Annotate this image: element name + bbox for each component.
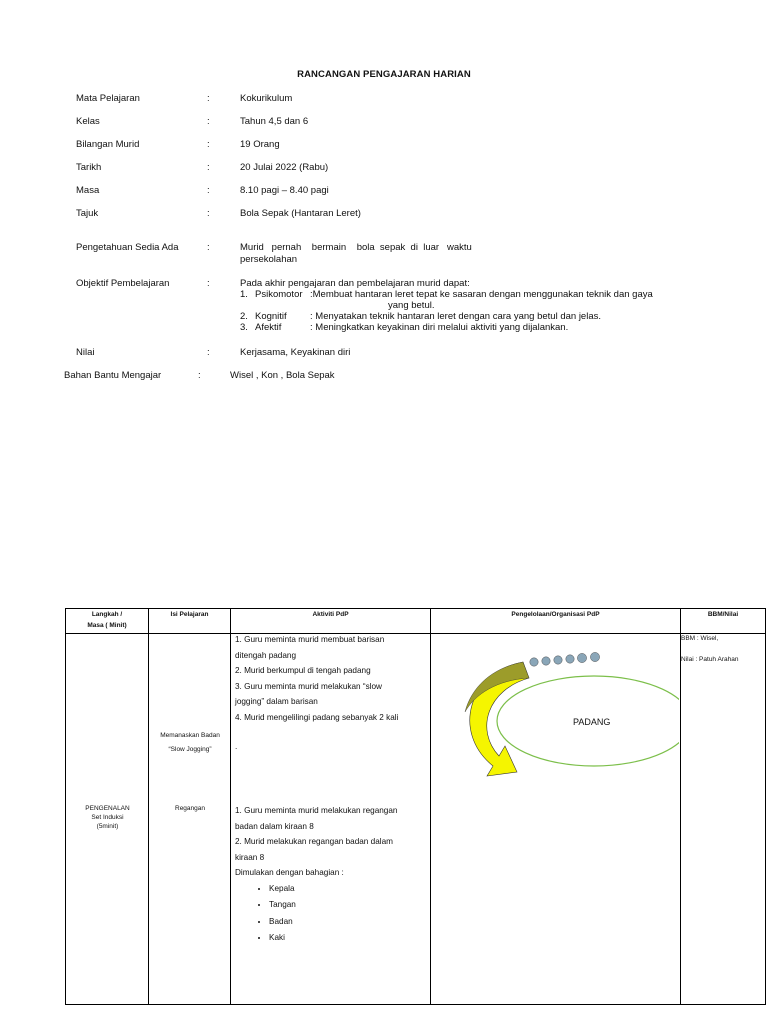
info-value bbox=[240, 242, 690, 266]
objektif-name: Afektif bbox=[255, 322, 282, 333]
cell-aktiviti bbox=[231, 634, 431, 1005]
info-colon: : bbox=[207, 242, 210, 253]
student-icon bbox=[577, 653, 586, 662]
aktiviti-list-1 bbox=[235, 632, 431, 725]
info-value: Kerjasama, Keyakinan diri bbox=[240, 347, 351, 358]
info-value: Kokurikulum bbox=[240, 93, 293, 104]
info-value: Wisel , Kon , Bola Sepak bbox=[230, 370, 335, 381]
info-label: Masa bbox=[76, 185, 100, 196]
isi-line: Memanaskan Badan bbox=[160, 732, 220, 739]
info-label: Kelas bbox=[76, 116, 100, 127]
objektif-block bbox=[240, 278, 690, 333]
aktiviti-line: ditengah padang bbox=[235, 650, 297, 660]
isi-memanaskan bbox=[149, 729, 231, 757]
objektif-item bbox=[240, 311, 690, 322]
header-isi: Isi Pelajaran bbox=[149, 609, 231, 634]
objektif-item bbox=[240, 289, 690, 311]
table-header-row bbox=[66, 609, 766, 634]
info-label: Tajuk bbox=[76, 208, 99, 219]
langkah-line: (5minit) bbox=[96, 823, 119, 830]
langkah-line: Set Induksi bbox=[91, 814, 124, 821]
info-value: 19 Orang bbox=[240, 139, 280, 150]
info-label: Pengetahuan Sedia Ada bbox=[76, 242, 179, 253]
info-colon: : bbox=[207, 347, 210, 358]
objektif-name: Kognitif bbox=[255, 311, 287, 322]
info-colon: : bbox=[207, 93, 210, 104]
pengetahuan-line-1: Murid pernah bermain bola sepak di luar waktu bbox=[240, 242, 472, 253]
header-pengelolaan: Pengelolaan/Organisasi PdP bbox=[431, 609, 681, 634]
objektif-num: 1. bbox=[240, 289, 248, 300]
info-value: 20 Julai 2022 (Rabu) bbox=[240, 162, 329, 173]
aktiviti-line: 1. Guru meminta murid melakukan regangan bbox=[235, 806, 398, 815]
padang-label: PADANG bbox=[573, 717, 611, 727]
info-colon: : bbox=[207, 116, 210, 127]
header-masa-line: Masa ( Minit) bbox=[87, 622, 127, 629]
info-value: Bola Sepak (Hantaran Leret) bbox=[240, 208, 361, 219]
isi-line: “Slow Jogging” bbox=[168, 746, 212, 753]
info-value: Tahun 4,5 dan 6 bbox=[240, 116, 309, 127]
objektif-num: 3. bbox=[240, 322, 248, 333]
info-colon: : bbox=[207, 185, 210, 196]
langkah-text bbox=[66, 804, 149, 831]
info-colon: : bbox=[207, 208, 210, 219]
objektif-item bbox=[240, 322, 690, 333]
info-label: Bahan Bantu Mengajar bbox=[64, 370, 162, 381]
info-label: Objektif Pembelajaran bbox=[76, 278, 170, 289]
list-item: • Badan bbox=[269, 914, 431, 931]
aktiviti-line: 4. Murid mengelilingi padang sebanyak 2 kali bbox=[235, 712, 399, 722]
student-icon bbox=[542, 657, 550, 665]
cell-bbm bbox=[681, 634, 766, 1005]
objektif-name: Psikomotor bbox=[255, 289, 303, 300]
student-icon bbox=[554, 656, 562, 664]
objektif-desc: :Membuat hantaran leret tepat ke sasaran dengan menggunakan teknik dan gaya bbox=[310, 289, 653, 300]
list-item: • Kaki bbox=[269, 930, 431, 947]
cell-langkah bbox=[66, 634, 149, 1005]
objektif-intro: Pada akhir pengajaran dan pembelajaran murid dapat: bbox=[240, 278, 470, 289]
header-aktiviti: Aktiviti PdP bbox=[231, 609, 431, 634]
info-value: 8.10 pagi – 8.40 pagi bbox=[240, 185, 329, 196]
student-icon bbox=[530, 658, 538, 666]
header-langkah-line: Langkah / bbox=[91, 611, 123, 618]
info-label: Bilangan Murid bbox=[76, 139, 140, 150]
header-bbm: BBM/Nilai bbox=[681, 609, 766, 634]
info-colon: : bbox=[207, 278, 210, 289]
info-colon: : bbox=[207, 139, 210, 150]
aktiviti-line: kiraan 8 bbox=[235, 852, 265, 862]
list-item: • Tangan bbox=[269, 897, 431, 914]
cell-pengelolaan bbox=[431, 634, 681, 1005]
nilai-text: Nilai : Patuh Arahan bbox=[681, 656, 739, 663]
bbm-text: BBM : Wisel, bbox=[681, 635, 719, 642]
lesson-table bbox=[65, 608, 766, 1005]
aktiviti-line: Dimulakan dengan bahagian : bbox=[235, 868, 344, 877]
aktiviti-line: badan dalam kiraan 8 bbox=[235, 821, 314, 831]
student-icons bbox=[530, 652, 600, 666]
table-row bbox=[66, 634, 766, 1005]
info-label: Nilai bbox=[76, 347, 95, 358]
aktiviti-line: 2. Murid melakukan regangan badan dalam bbox=[235, 837, 393, 846]
info-colon: : bbox=[207, 162, 210, 173]
info-label: Tarikh bbox=[76, 162, 102, 173]
info-colon: : bbox=[198, 370, 201, 381]
aktiviti-line: 1. Guru meminta murid membuat barisan bbox=[235, 635, 385, 644]
objektif-num: 2. bbox=[240, 311, 248, 322]
pengetahuan-line-2: persekolahan bbox=[240, 254, 298, 265]
header-langkah bbox=[66, 609, 149, 634]
aktiviti-line: jogging” dalam barisan bbox=[235, 697, 318, 706]
aktiviti-dot: . bbox=[235, 742, 238, 751]
student-icon bbox=[590, 652, 599, 661]
bahagian-list bbox=[235, 881, 431, 947]
student-icon bbox=[566, 655, 574, 663]
cell-isi bbox=[149, 634, 231, 1005]
info-label: Mata Pelajaran bbox=[76, 93, 140, 104]
aktiviti-line: 2. Murid berkumpul di tengah padang bbox=[235, 666, 371, 675]
aktiviti-list-2 bbox=[235, 803, 431, 947]
padang-diagram bbox=[431, 634, 679, 814]
objektif-desc-cont: yang betul. bbox=[388, 300, 435, 311]
page-title: RANCANGAN PENGAJARAN HARIAN bbox=[297, 69, 471, 80]
aktiviti-line: 3. Guru meminta murid melakukan “slow bbox=[235, 681, 382, 691]
list-item: • Kepala bbox=[269, 881, 431, 898]
langkah-line: PENGENALAN bbox=[85, 805, 130, 812]
objektif-desc: : Menyatakan teknik hantaran leret dengan cara yang betul dan jelas. bbox=[310, 311, 601, 322]
objektif-desc: : Meningkatkan keyakinan diri melalui aktiviti yang dijalankan. bbox=[310, 322, 569, 333]
isi-regangan: Regangan bbox=[175, 805, 205, 812]
